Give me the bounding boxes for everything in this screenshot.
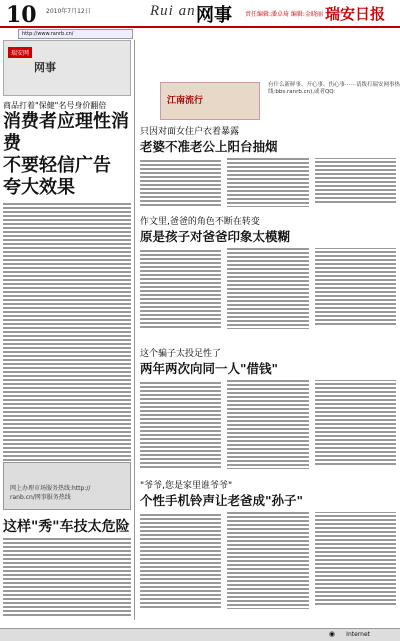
- page-header: [0, 0, 400, 28]
- bottom-left-headline: 这样"秀"车技太危险: [3, 519, 130, 535]
- date: 2010年7月12日: [46, 8, 91, 15]
- article-2: [140, 214, 396, 344]
- left-headline-1: 消费者应理性消费: [3, 111, 129, 154]
- article-4: [140, 478, 396, 632]
- newspaper-logo: 瑞安日报: [325, 5, 386, 23]
- article-4-headline: 个性手机铃声让老爸成"孙子": [140, 493, 304, 508]
- article-2-headline: 原是孩子对爸爸印象太模糊: [140, 229, 291, 244]
- page-number: 10: [6, 2, 37, 28]
- globe-icon: ◉: [328, 630, 335, 638]
- promo-text-2: ranb.cn/网事服务热线: [10, 494, 71, 501]
- status-text: Internet: [346, 631, 370, 638]
- column-divider: [134, 40, 135, 620]
- article-4-sub: "爷爷,您是家里谁爷爷": [140, 481, 233, 491]
- bottom-left-body: [3, 536, 131, 618]
- left-article: [3, 100, 131, 475]
- article-1-headline: 老婆不准老公上阳台抽烟: [140, 139, 278, 154]
- url-bar[interactable]: http://www.ranrb.cn/: [18, 29, 133, 39]
- left-headline-2: 不要轻信广告: [3, 155, 111, 176]
- promo-text: 网上办理市场服务热线:http://: [10, 485, 91, 492]
- article-1-sub: 只因对面女住户衣着暴露: [140, 127, 240, 137]
- editors: 责任编辑:潘卓琦 编辑:金晓丽: [245, 11, 323, 18]
- banner-text: 江南流行: [167, 96, 204, 106]
- section-title: 网事: [196, 5, 232, 26]
- article-3-headline: 两年两次向同一人"借钱": [140, 361, 279, 376]
- left-headline-3: 夸大效果: [3, 177, 75, 198]
- ad-title: 网事: [34, 61, 56, 74]
- browser-status-bar: [0, 628, 400, 641]
- left-promo-box[interactable]: [3, 462, 131, 510]
- ad-tag: 瑞安网: [8, 47, 32, 58]
- brand-en: Rui an: [150, 3, 196, 19]
- hotline-info: 有什么新鲜事、开心事、伤心事⋯⋯请拨打瑞安网事热线:bbs.ranrb.cn),或者QQ:: [268, 82, 400, 95]
- article-1: [140, 124, 396, 218]
- article-2-sub: 作文里,爸爸的角色不断在转变: [140, 217, 260, 227]
- article-3-sub: 这个骗子太投足性了: [140, 349, 222, 359]
- left-ad-box: [3, 40, 131, 96]
- left-body: [3, 203, 131, 473]
- left-kicker: 商品打着"保健"名号身价翻倍: [3, 101, 107, 110]
- article-3: [140, 346, 396, 490]
- banner-image: [160, 82, 260, 120]
